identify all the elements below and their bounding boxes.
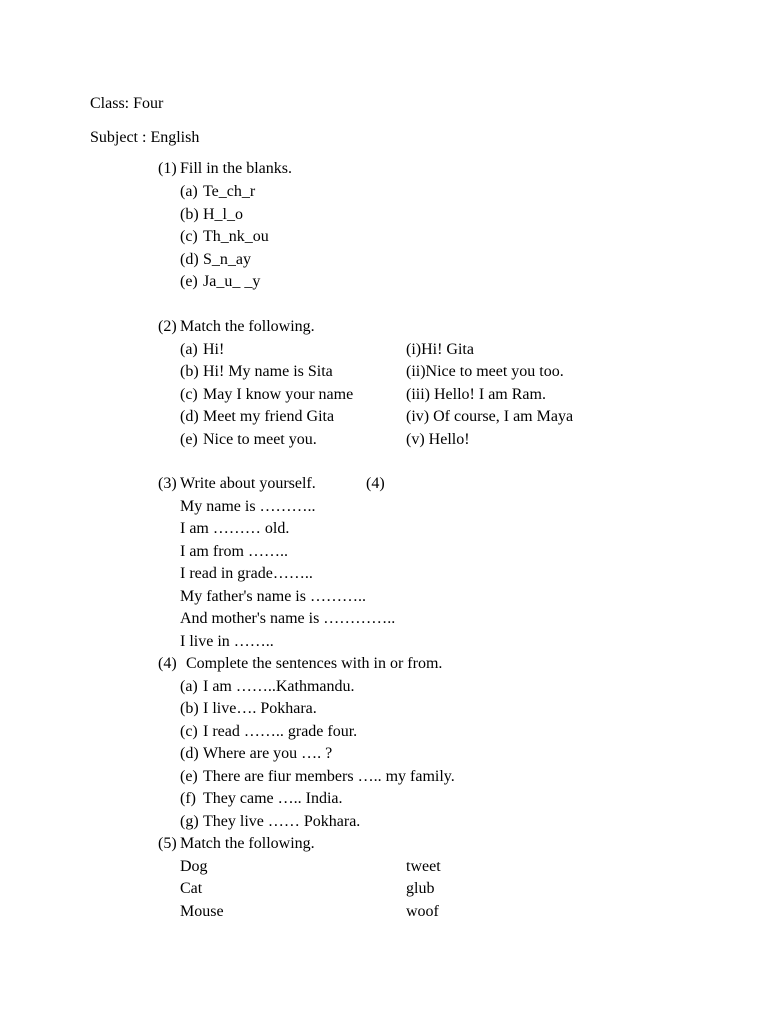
q2-left-text: Hi!	[203, 341, 225, 358]
q4-item-label: (e)	[180, 768, 198, 785]
q1-number: (1)	[158, 160, 177, 177]
q5-right-item: glub	[406, 880, 435, 897]
q4-item-text: Where are you …. ?	[203, 745, 333, 762]
q5-right-item: woof	[406, 903, 439, 920]
q5-right-item: tweet	[406, 858, 441, 875]
q4-item-label: (g)	[180, 813, 199, 830]
q2-number: (2)	[158, 318, 177, 335]
q3-number: (3)	[158, 475, 177, 492]
q4-item-text: I am ……..Kathmandu.	[203, 678, 355, 695]
q3-line: I am from ……..	[180, 543, 288, 560]
q2-left-label: (e)	[180, 431, 198, 448]
q4-item-label: (d)	[180, 745, 199, 762]
q2-left-label: (c)	[180, 386, 198, 403]
q2-left-text: May I know your name	[203, 386, 354, 403]
q4-item-label: (b)	[180, 700, 199, 717]
q1-item-text: H_l_o	[203, 206, 243, 223]
subject-line: Subject : English	[90, 129, 200, 146]
q1-item-label: (b)	[180, 206, 199, 223]
q2-right-text: (i)Hi! Gita	[406, 341, 474, 358]
q4-number: (4)	[158, 655, 177, 672]
q1-item-text: Th_nk_ou	[203, 228, 269, 245]
q2-left-text: Hi! My name is Sita	[203, 363, 333, 380]
q3-line: My father's name is ………..	[180, 588, 366, 605]
q2-right-text: (iii) Hello! I am Ram.	[406, 386, 546, 403]
q3-line: I am ……… old.	[180, 520, 290, 537]
q2-right-text: (iv) Of course, I am Maya	[406, 408, 574, 425]
q1-item-label: (c)	[180, 228, 198, 245]
q4-item-text: They came ….. India.	[203, 790, 343, 807]
q2-left-text: Meet my friend Gita	[203, 408, 335, 425]
q2-left-text: Nice to meet you.	[203, 431, 317, 448]
q4-item-label: (c)	[180, 723, 198, 740]
q2-left-label: (b)	[180, 363, 199, 380]
q3-line: I live in ……..	[180, 633, 274, 650]
q4-item-text: They live …… Pokhara.	[203, 813, 361, 830]
q1-prompt: Fill in the blanks.	[180, 160, 292, 177]
q3-marks: (4)	[366, 475, 385, 492]
q4-item-text: I read …….. grade four.	[203, 723, 358, 740]
q2-right-text: (ii)Nice to meet you too.	[406, 363, 564, 380]
q5-left-item: Mouse	[180, 903, 224, 920]
q4-prompt: Complete the sentences with in or from.	[186, 655, 443, 672]
class-line: Class: Four	[90, 95, 164, 112]
q5-prompt: Match the following.	[180, 835, 315, 852]
q4-item-text: I live…. Pokhara.	[203, 700, 317, 717]
q3-line: I read in grade……..	[180, 565, 313, 582]
q3-line: My name is ………..	[180, 498, 316, 515]
q2-left-label: (a)	[180, 341, 198, 358]
q1-item-label: (a)	[180, 183, 198, 200]
q5-left-item: Cat	[180, 880, 203, 897]
q1-item-text: Te_ch_r	[203, 183, 256, 200]
q2-right-text: (v) Hello!	[406, 431, 470, 448]
q2-prompt: Match the following.	[180, 318, 315, 335]
q4-item-label: (a)	[180, 678, 198, 695]
q1-item-label: (d)	[180, 251, 199, 268]
q4-item-label: (f)	[180, 790, 196, 807]
q2-left-label: (d)	[180, 408, 199, 425]
q3-line: And mother's name is …………..	[180, 610, 396, 627]
q3-prompt: Write about yourself.	[180, 475, 316, 492]
q4-item-text: There are fiur members ….. my family.	[203, 768, 455, 785]
q5-left-item: Dog	[180, 858, 208, 875]
q1-item-text: Ja_u_ _y	[203, 273, 261, 290]
q5-number: (5)	[158, 835, 177, 852]
q1-item-label: (e)	[180, 273, 198, 290]
q1-item-text: S_n_ay	[203, 251, 251, 268]
